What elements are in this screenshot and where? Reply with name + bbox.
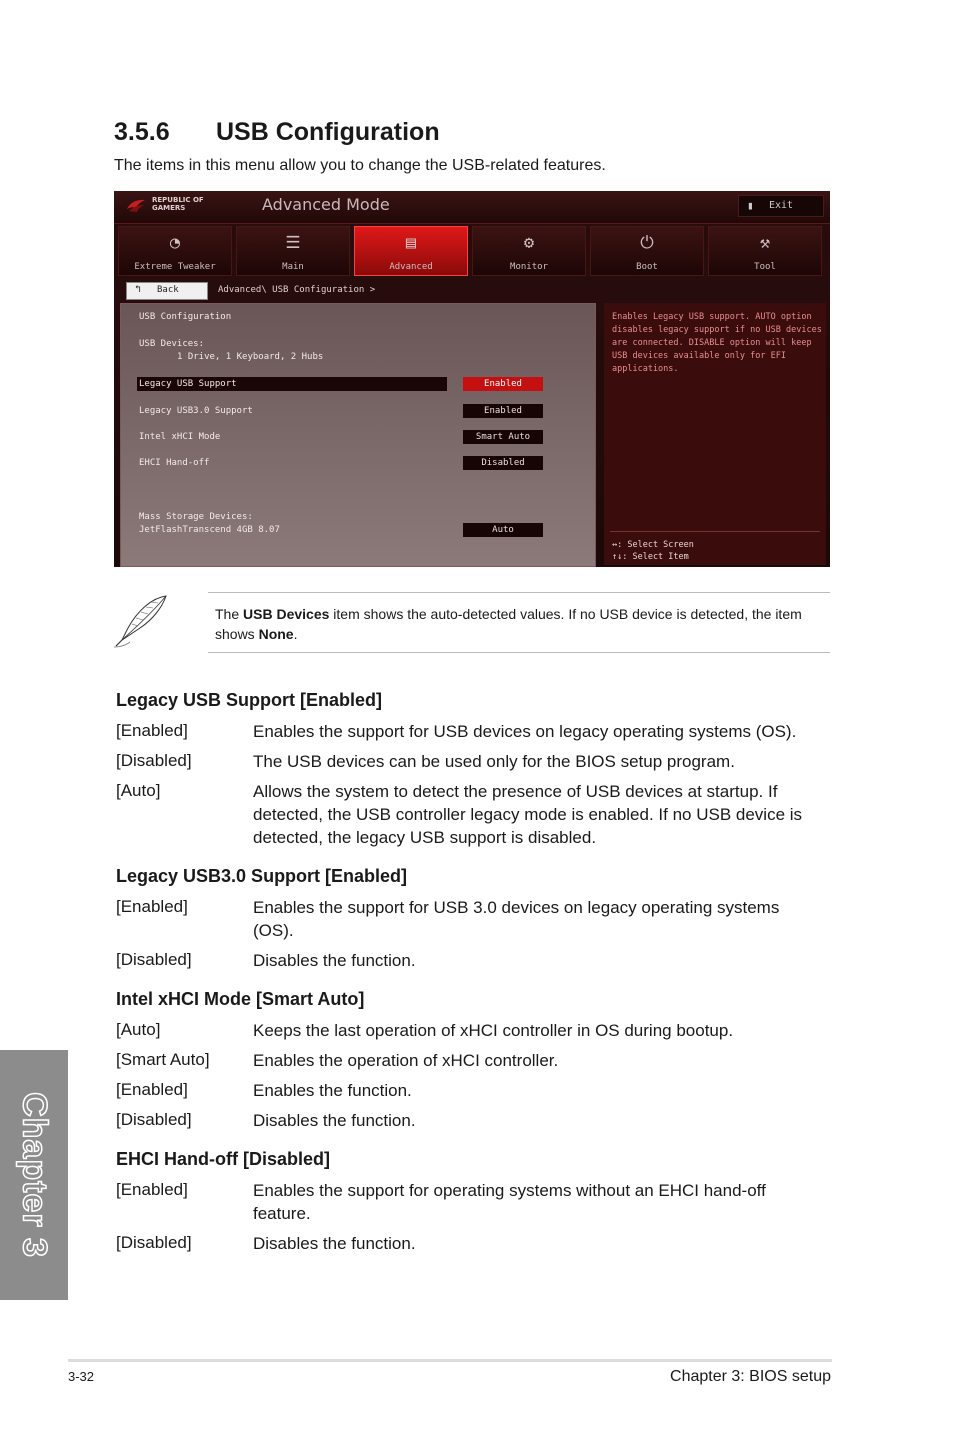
help-text: Enables Legacy USB support. AUTO option disables legacy support if no USB devices are connected. DISABLE option will keep USB devices available only for EFI applications. — [612, 312, 822, 374]
option-key: [Disabled] — [116, 1110, 192, 1129]
chapter-tab-label: Chapter 3 — [15, 1092, 54, 1258]
speedometer-icon: ◔ — [169, 233, 181, 253]
option-description: Disables the function. — [253, 951, 416, 970]
option-description: Enables the operation of xHCI controller. — [253, 1051, 559, 1070]
help-keys — [612, 539, 694, 563]
back-label: Back — [157, 285, 179, 295]
option-description: Keeps the last operation of xHCI controller in OS during bootup. — [253, 1021, 734, 1040]
tab-label: Extreme Tweaker — [134, 262, 216, 272]
chapter-tab — [0, 1050, 68, 1300]
section-title-text: USB Configuration — [216, 118, 440, 146]
note-bold-usb-devices: USB Devices — [243, 606, 330, 622]
option-description: Enables the support for USB 3.0 devices on legacy operating systems (OS). — [253, 898, 780, 940]
list-icon: ☰ — [285, 233, 301, 253]
breadcrumb: Advanced\ USB Configuration > — [218, 285, 376, 295]
note-rule-bottom — [208, 652, 830, 653]
note-text-part: . — [293, 626, 298, 642]
note-text — [215, 604, 827, 644]
note-text-part: The — [215, 606, 244, 622]
tab-extreme-tweaker[interactable] — [118, 226, 232, 276]
help-divider — [610, 531, 820, 532]
item-title-ehci-hand-off: EHCI Hand-off [Disabled] — [116, 1149, 330, 1169]
option-description: Disables the function. — [253, 1111, 416, 1130]
help-key-select-screen: ↔: Select Screen — [612, 540, 694, 550]
legacy-usb3-support-value[interactable]: Enabled — [463, 404, 543, 418]
option-description: Enables the support for USB devices on legacy operating systems (OS). — [253, 722, 797, 741]
setting-legacy-usb-support[interactable]: Legacy USB Support — [139, 379, 237, 389]
feather-pen-icon — [112, 590, 172, 650]
back-button[interactable] — [126, 282, 208, 300]
option-key: [Enabled] — [116, 721, 188, 740]
monitor-icon: ⚙ — [523, 233, 535, 253]
tab-main[interactable] — [236, 226, 350, 276]
tab-label: Tool — [754, 262, 776, 272]
option-key: [Enabled] — [116, 1080, 188, 1099]
back-arrow-icon: ↰ — [135, 284, 142, 295]
item-title-legacy-usb-support: Legacy USB Support [Enabled] — [116, 690, 383, 710]
footer-rule — [68, 1359, 832, 1362]
mass-storage-label: Mass Storage Devices: — [139, 512, 253, 522]
tab-label: Monitor — [510, 262, 548, 272]
exit-icon: ▮ — [747, 199, 754, 212]
usb-devices-label: USB Devices: — [139, 339, 205, 349]
bios-header — [114, 191, 830, 224]
intro-text: The items in this menu allow you to change the USB-related features. — [114, 157, 606, 174]
tab-tool[interactable] — [708, 226, 822, 276]
rog-logo-icon — [126, 197, 146, 215]
tab-boot[interactable] — [590, 226, 704, 276]
setting-intel-xhci-mode[interactable]: Intel xHCI Mode — [139, 432, 221, 442]
option-key: [Auto] — [116, 1020, 161, 1039]
tool-icon: ⚒ — [759, 233, 771, 253]
setting-legacy-usb3-support[interactable]: Legacy USB3.0 Support — [139, 406, 253, 416]
tab-label: Advanced — [389, 262, 433, 272]
option-key: [Smart Auto] — [116, 1050, 210, 1069]
intel-xhci-mode-value[interactable]: Smart Auto — [463, 430, 543, 444]
tab-advanced[interactable] — [354, 226, 468, 276]
note-rule-top — [208, 592, 830, 593]
option-key: [Enabled] — [116, 1180, 188, 1199]
page-number: 3-32 — [68, 1369, 95, 1384]
option-description: The USB devices can be used only for the BIOS setup program. — [253, 752, 735, 771]
option-key: [Enabled] — [116, 897, 188, 916]
option-key: [Disabled] — [116, 1233, 192, 1252]
option-description: Allows the system to detect the presence of USB devices at startup. If detected, the USB controller legacy mode is enabled. If no USB device is detected, the legacy USB support is disabled. — [253, 782, 803, 847]
panel-heading: USB Configuration — [139, 312, 232, 322]
tab-label: Main — [282, 262, 304, 272]
help-panel — [604, 303, 826, 565]
note-text-part: item shows the auto-detected values. If no USB device is detected, the item shows — [215, 606, 802, 642]
exit-label: Exit — [769, 200, 794, 211]
usb-devices-value: 1 Drive, 1 Keyboard, 2 Hubs — [177, 352, 324, 362]
option-description: Enables the support for operating systems without an EHCI hand-off feature. — [253, 1181, 766, 1223]
setting-ehci-hand-off[interactable]: EHCI Hand-off — [139, 458, 210, 468]
bios-screenshot — [114, 191, 830, 567]
section-number: 3.5.6 — [114, 118, 170, 146]
option-description: Disables the function. — [253, 1234, 416, 1253]
legacy-usb-support-value[interactable]: Enabled — [463, 377, 543, 391]
footer-chapter: Chapter 3: BIOS setup — [670, 1368, 831, 1385]
settings-panel — [120, 303, 596, 567]
option-key: [Disabled] — [116, 950, 192, 969]
option-key: [Auto] — [116, 781, 161, 800]
tab-monitor[interactable] — [472, 226, 586, 276]
exit-button[interactable] — [738, 195, 824, 217]
mass-storage-value[interactable]: Auto — [463, 523, 543, 537]
advanced-icon: ▤ — [405, 233, 417, 253]
option-description: Enables the function. — [253, 1081, 412, 1100]
note-bold-none: None — [258, 626, 294, 642]
mass-storage-device[interactable]: JetFlashTranscend 4GB 8.07 — [139, 525, 280, 535]
tab-label: Boot — [636, 262, 658, 272]
power-icon: ⏻ — [640, 233, 654, 253]
bios-mode-title: Advanced Mode — [262, 195, 390, 214]
rog-logo-text: REPUBLIC OF GAMERS — [152, 196, 204, 212]
item-title-legacy-usb3-support: Legacy USB3.0 Support [Enabled] — [116, 866, 408, 886]
help-key-select-item: ↑↓: Select Item — [612, 552, 689, 562]
section-title — [114, 118, 440, 147]
item-title-intel-xhci-mode: Intel xHCI Mode [Smart Auto] — [116, 989, 365, 1009]
bios-tabs — [118, 226, 826, 276]
option-key: [Disabled] — [116, 751, 192, 770]
ehci-hand-off-value[interactable]: Disabled — [463, 456, 543, 470]
